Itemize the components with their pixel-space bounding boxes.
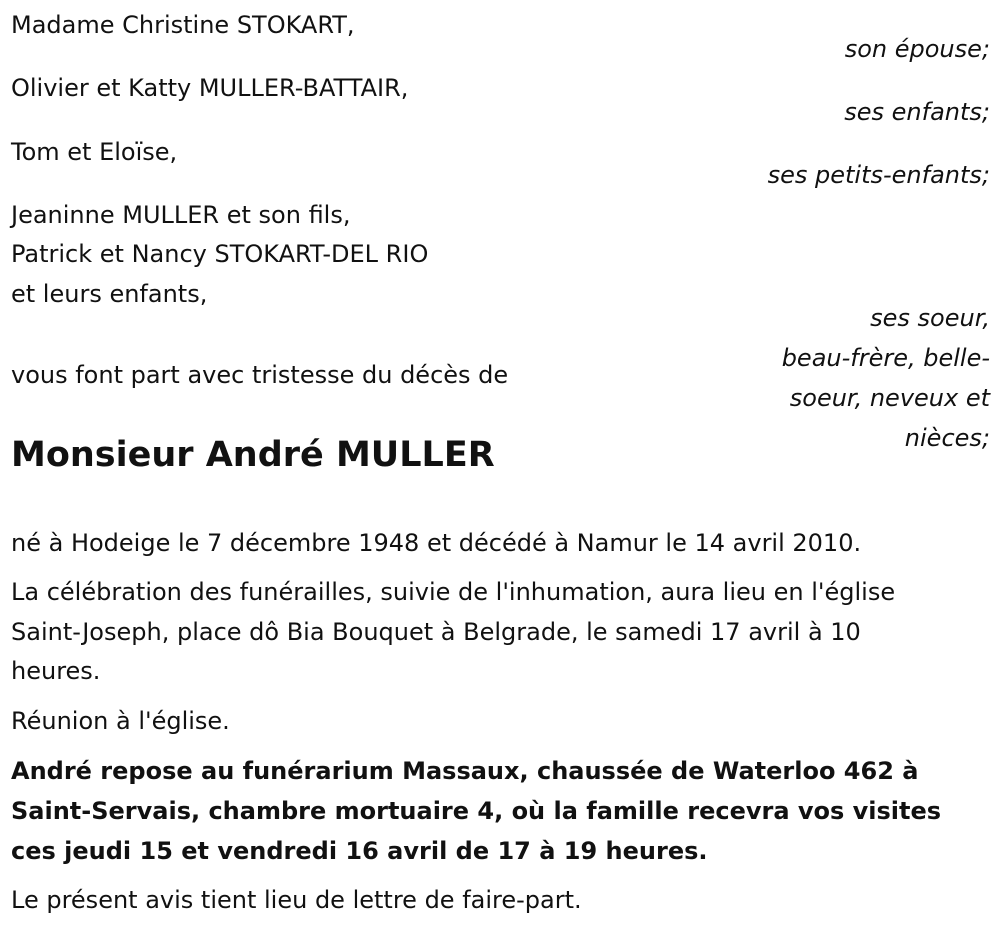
relation-siblings-line-3: soeur, neveux et [789, 384, 990, 412]
family-member-4-line-3: et leurs enfants, [11, 280, 208, 308]
announcement-text: vous font part avec tristesse du décès de [11, 361, 509, 389]
relation-spouse: son épouse; [844, 35, 990, 63]
closing-note: Le présent avis tient lieu de lettre de faire-part. [11, 886, 582, 914]
relation-siblings-line-4: nièces; [904, 424, 990, 452]
family-member-4-line-2: Patrick et Nancy STOKART-DEL RIO [11, 240, 429, 268]
visitation-line-1: André repose au funérarium Massaux, chaussée de Waterloo 462 à [11, 757, 919, 785]
reunion-note: Réunion à l'église. [11, 707, 230, 735]
relation-children: ses enfants; [844, 98, 990, 126]
ceremony-line-2: Saint-Joseph, place dô Bia Bouquet à Belgrade, le samedi 17 avril à 10 [11, 618, 861, 646]
deceased-name: Monsieur André MULLER [11, 435, 495, 475]
relation-siblings-line-1: ses soeur, [870, 304, 990, 332]
family-member-3: Tom et Eloïse, [11, 138, 178, 166]
ceremony-line-3: heures. [11, 657, 101, 685]
birth-death-info: né à Hodeige le 7 décembre 1948 et décédé à Namur le 14 avril 2010. [11, 529, 862, 557]
visitation-line-3: ces jeudi 15 et vendredi 16 avril de 17 à 19 heures. [11, 837, 708, 865]
relation-grandchildren: ses petits-enfants; [767, 161, 990, 189]
visitation-line-2: Saint-Servais, chambre mortuaire 4, où la famille recevra vos visites [11, 797, 942, 825]
ceremony-line-1: La célébration des funérailles, suivie de l'inhumation, aura lieu en l'église [11, 578, 896, 606]
relation-siblings-line-2: beau-frère, belle- [781, 344, 990, 372]
family-member-4-line-1: Jeaninne MULLER et son fils, [11, 201, 351, 229]
family-member-2: Olivier et Katty MULLER-BATTAIR, [11, 74, 409, 102]
family-member-1: Madame Christine STOKART, [11, 11, 355, 39]
